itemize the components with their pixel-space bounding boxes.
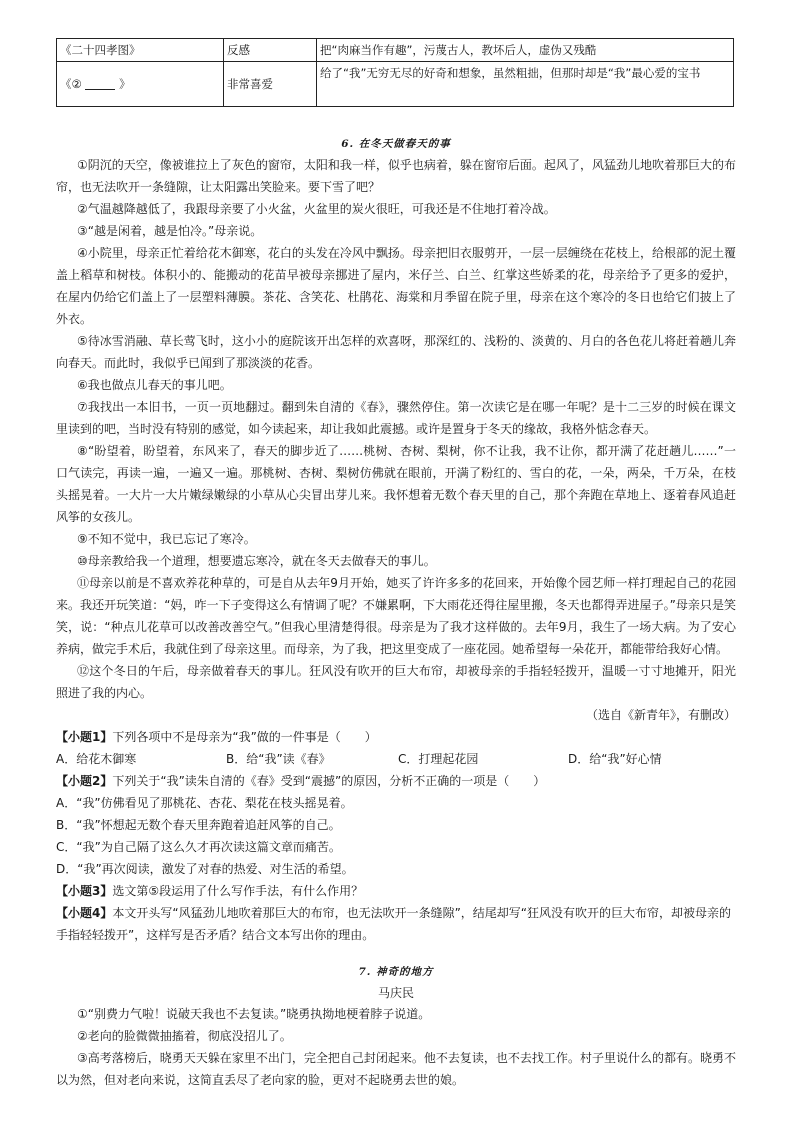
option-a[interactable]: A．给花木御寒	[56, 752, 137, 766]
paragraph: ②气温越降越低了，我跟母亲要了小火盆，火盆里的炭火很旺，可我还是不住地打着冷战。	[77, 202, 556, 216]
paragraph: ⑦我找出一本旧书，一页一页地翻过。翻到朱自清的《春》，骤然停住。第一次读它是在哪一年呢？是十二三岁的时候在课文里读到的吧，当时没有特别的感觉，如今读起来，却让我如此震撼。或许是置身于冬天的缘故，我格外惦念春天。	[56, 400, 736, 436]
question-label: 【小题2】	[56, 774, 113, 788]
paragraph: ⑪母亲以前是不喜欢养花种草的，可是自从去年9月开始，她买了许许多多的花回来，开始像个园艺师一样打理起自己的花园来。我还开玩笑道：“妈，咋一下子变得这么有情调了呢？不嫌累啊，下大雨花还得往屋里搬，冬天也都得弄进屋子。”母亲只是笑笑，说：“种点儿花草可以改善改善空气。”但我心里清楚得很。母亲是为了我才这样做的。去年9月，我生了一场大病。为了安心养病，做完手术后，我就住到了母亲这里。而母亲，为了我，把这里变成了一座花园。她希望每一朵花开，都能带给我好心情。	[56, 576, 736, 656]
paragraph: ④小院里，母亲正忙着给花木御寒，花白的头发在冷风中飘扬。母亲把旧衣服剪开，一层一层缠绕在花枝上，给根部的泥土覆盖上稻草和树枝。体积小的、能搬动的花苗早被母亲挪进了屋内，米仔兰、白兰、红掌这些娇柔的花，母亲给予了更多的爱护，在屋内仍给它们盖上了一层塑料薄膜。茶花、含笑花、杜鹃花、海棠和月季留在院子里，母亲在这个寒冷的冬日也给它们披上了外衣。	[56, 246, 736, 326]
paragraph: ⑤待冰雪消融、草长莺飞时，这小小的庭院该开出怎样的欢喜呀，那深红的、浅粉的、淡黄的、月白的各色花儿将赶着趟儿奔向春天。而此时，我似乎已闻到了那淡淡的花香。	[56, 334, 736, 370]
article-6	[56, 136, 736, 946]
table-row	[57, 39, 734, 62]
reading-table	[56, 38, 734, 107]
question-1	[56, 726, 736, 748]
option-a[interactable]: A．“我”仿佛看见了那桃花、杏花、梨花在枝头摇晃着。	[56, 796, 353, 810]
question-text: 下列各项中不是母亲为“我”做的一件事是（ ）	[112, 730, 377, 744]
question-text: 下列关于“我”读朱自清的《春》受到“震撼”的原因，分析不正确的一项是（ ）	[112, 774, 546, 788]
paragraph: ③“越是闲着，越是怕冷。”母亲说。	[77, 224, 263, 238]
article-title: 7. 神奇的地方	[358, 966, 434, 978]
paragraph: ⑥我也做点儿春天的事儿吧。	[77, 378, 232, 392]
table-row	[57, 62, 734, 107]
book-prefix: 《②	[60, 77, 82, 91]
option-c[interactable]: C．“我”为自己隔了这么久才再次读这篇文章而痛苦。	[56, 840, 341, 854]
paragraph: ⑨不知不觉中，我已忘记了寒冷。	[77, 532, 256, 546]
paragraph: ①阴沉的天空，像被谁拉上了灰色的窗帘，太阳和我一样，似乎也病着，躲在窗帘后面。起风了，风猛劲儿地吹着那巨大的布帘，也无法吹开一条缝隙，让太阳露出笑脸来。要下雪了吧？	[56, 158, 736, 194]
table-cell-feeling: 反感	[224, 39, 317, 62]
question-4	[56, 902, 736, 946]
article-title: 6. 在冬天做春天的事	[341, 138, 451, 150]
article-7	[56, 964, 736, 1091]
table-cell-reason: 给了“我”无穷无尽的好奇和想象，虽然粗拙，但那时却是“我”最心爱的宝书	[317, 62, 734, 107]
table-cell-book	[57, 62, 224, 107]
option-b[interactable]: B．“我”怀想起无数个春天里奔跑着追赶风筝的自己。	[56, 818, 341, 832]
paragraph: ⑩母亲教给我一个道理，想要遗忘寒冷，就在冬天去做春天的事儿。	[77, 554, 436, 568]
table-cell-feeling: 非常喜爱	[224, 62, 317, 107]
paragraph: ⑫这个冬日的午后，母亲做着春天的事儿。狂风没有吹开的巨大布帘，却被母亲的手指轻轻拨开，温暖一寸寸地摊开，阳光照进了我的内心。	[56, 664, 736, 700]
question-3	[56, 880, 736, 902]
table-cell-reason: 把“肉麻当作有趣”，污蔑古人，教坏后人，虚伪又残酷	[317, 39, 734, 62]
answer-blank[interactable]	[85, 77, 115, 90]
option-d[interactable]: D．“我”再次阅读，激发了对春的热爱、对生活的希望。	[56, 862, 354, 876]
option-c[interactable]: C．打理起花园	[398, 752, 479, 766]
source-note: （选自《新青年》，有删改）	[585, 708, 736, 722]
question-text: 本文开头写“风猛劲儿地吹着那巨大的布帘，也无法吹开一条缝隙”，结尾却写“狂风没有吹开的巨大布帘，却被母亲的手指轻轻拨开”，这样写是否矛盾？结合文本写出你的理由。	[56, 906, 732, 942]
paragraph: ②老向的脸微微抽搐着，彻底没招儿了。	[77, 1029, 292, 1043]
question-label: 【小题3】	[56, 884, 113, 898]
paragraph: ⑧“盼望着，盼望着，东风来了，春天的脚步近了……桃树、杏树、梨树，你不让我，我不让你，都开满了花赶趟儿……”一口气读完，再读一遍，一遍又一遍。那桃树、杏树、梨树仿佛就在眼前，开满了粉红的、雪白的花，一朵，两朵，千万朵，在枝头摇晃着。一大片一大片嫩绿嫩绿的小草从心尖冒出芽儿来。我怀想着无数个春天里的自己，那个奔跑在草地上、逐着春风追赶风筝的女孩儿。	[56, 444, 736, 524]
question-label: 【小题1】	[56, 730, 113, 744]
article-author: 马庆民	[377, 986, 414, 1000]
question-1-options	[56, 748, 736, 770]
table-cell-book: 《二十四孝图》	[57, 39, 224, 62]
question-text: 选文第⑤段运用了什么写作手法，有什么作用？	[112, 884, 364, 898]
question-2	[56, 770, 736, 792]
option-b[interactable]: B．给“我”读《春》	[226, 752, 331, 766]
paragraph: ①“别费力气啦！说破天我也不去复读。”晓勇执拗地梗着脖子说道。	[77, 1007, 431, 1021]
option-d[interactable]: D．给“我”好心情	[568, 752, 662, 766]
question-label: 【小题4】	[56, 906, 113, 920]
paragraph: ③高考落榜后，晓勇天天躲在家里不出门，完全把自己封闭起来。他不去复读，也不去找工作。村子里说什么的都有。晓勇不以为然，但对老向来说，这简直丢尽了老向家的脸，更对不起晓勇去世的娘。	[56, 1051, 736, 1087]
book-suffix: 》	[119, 77, 131, 91]
